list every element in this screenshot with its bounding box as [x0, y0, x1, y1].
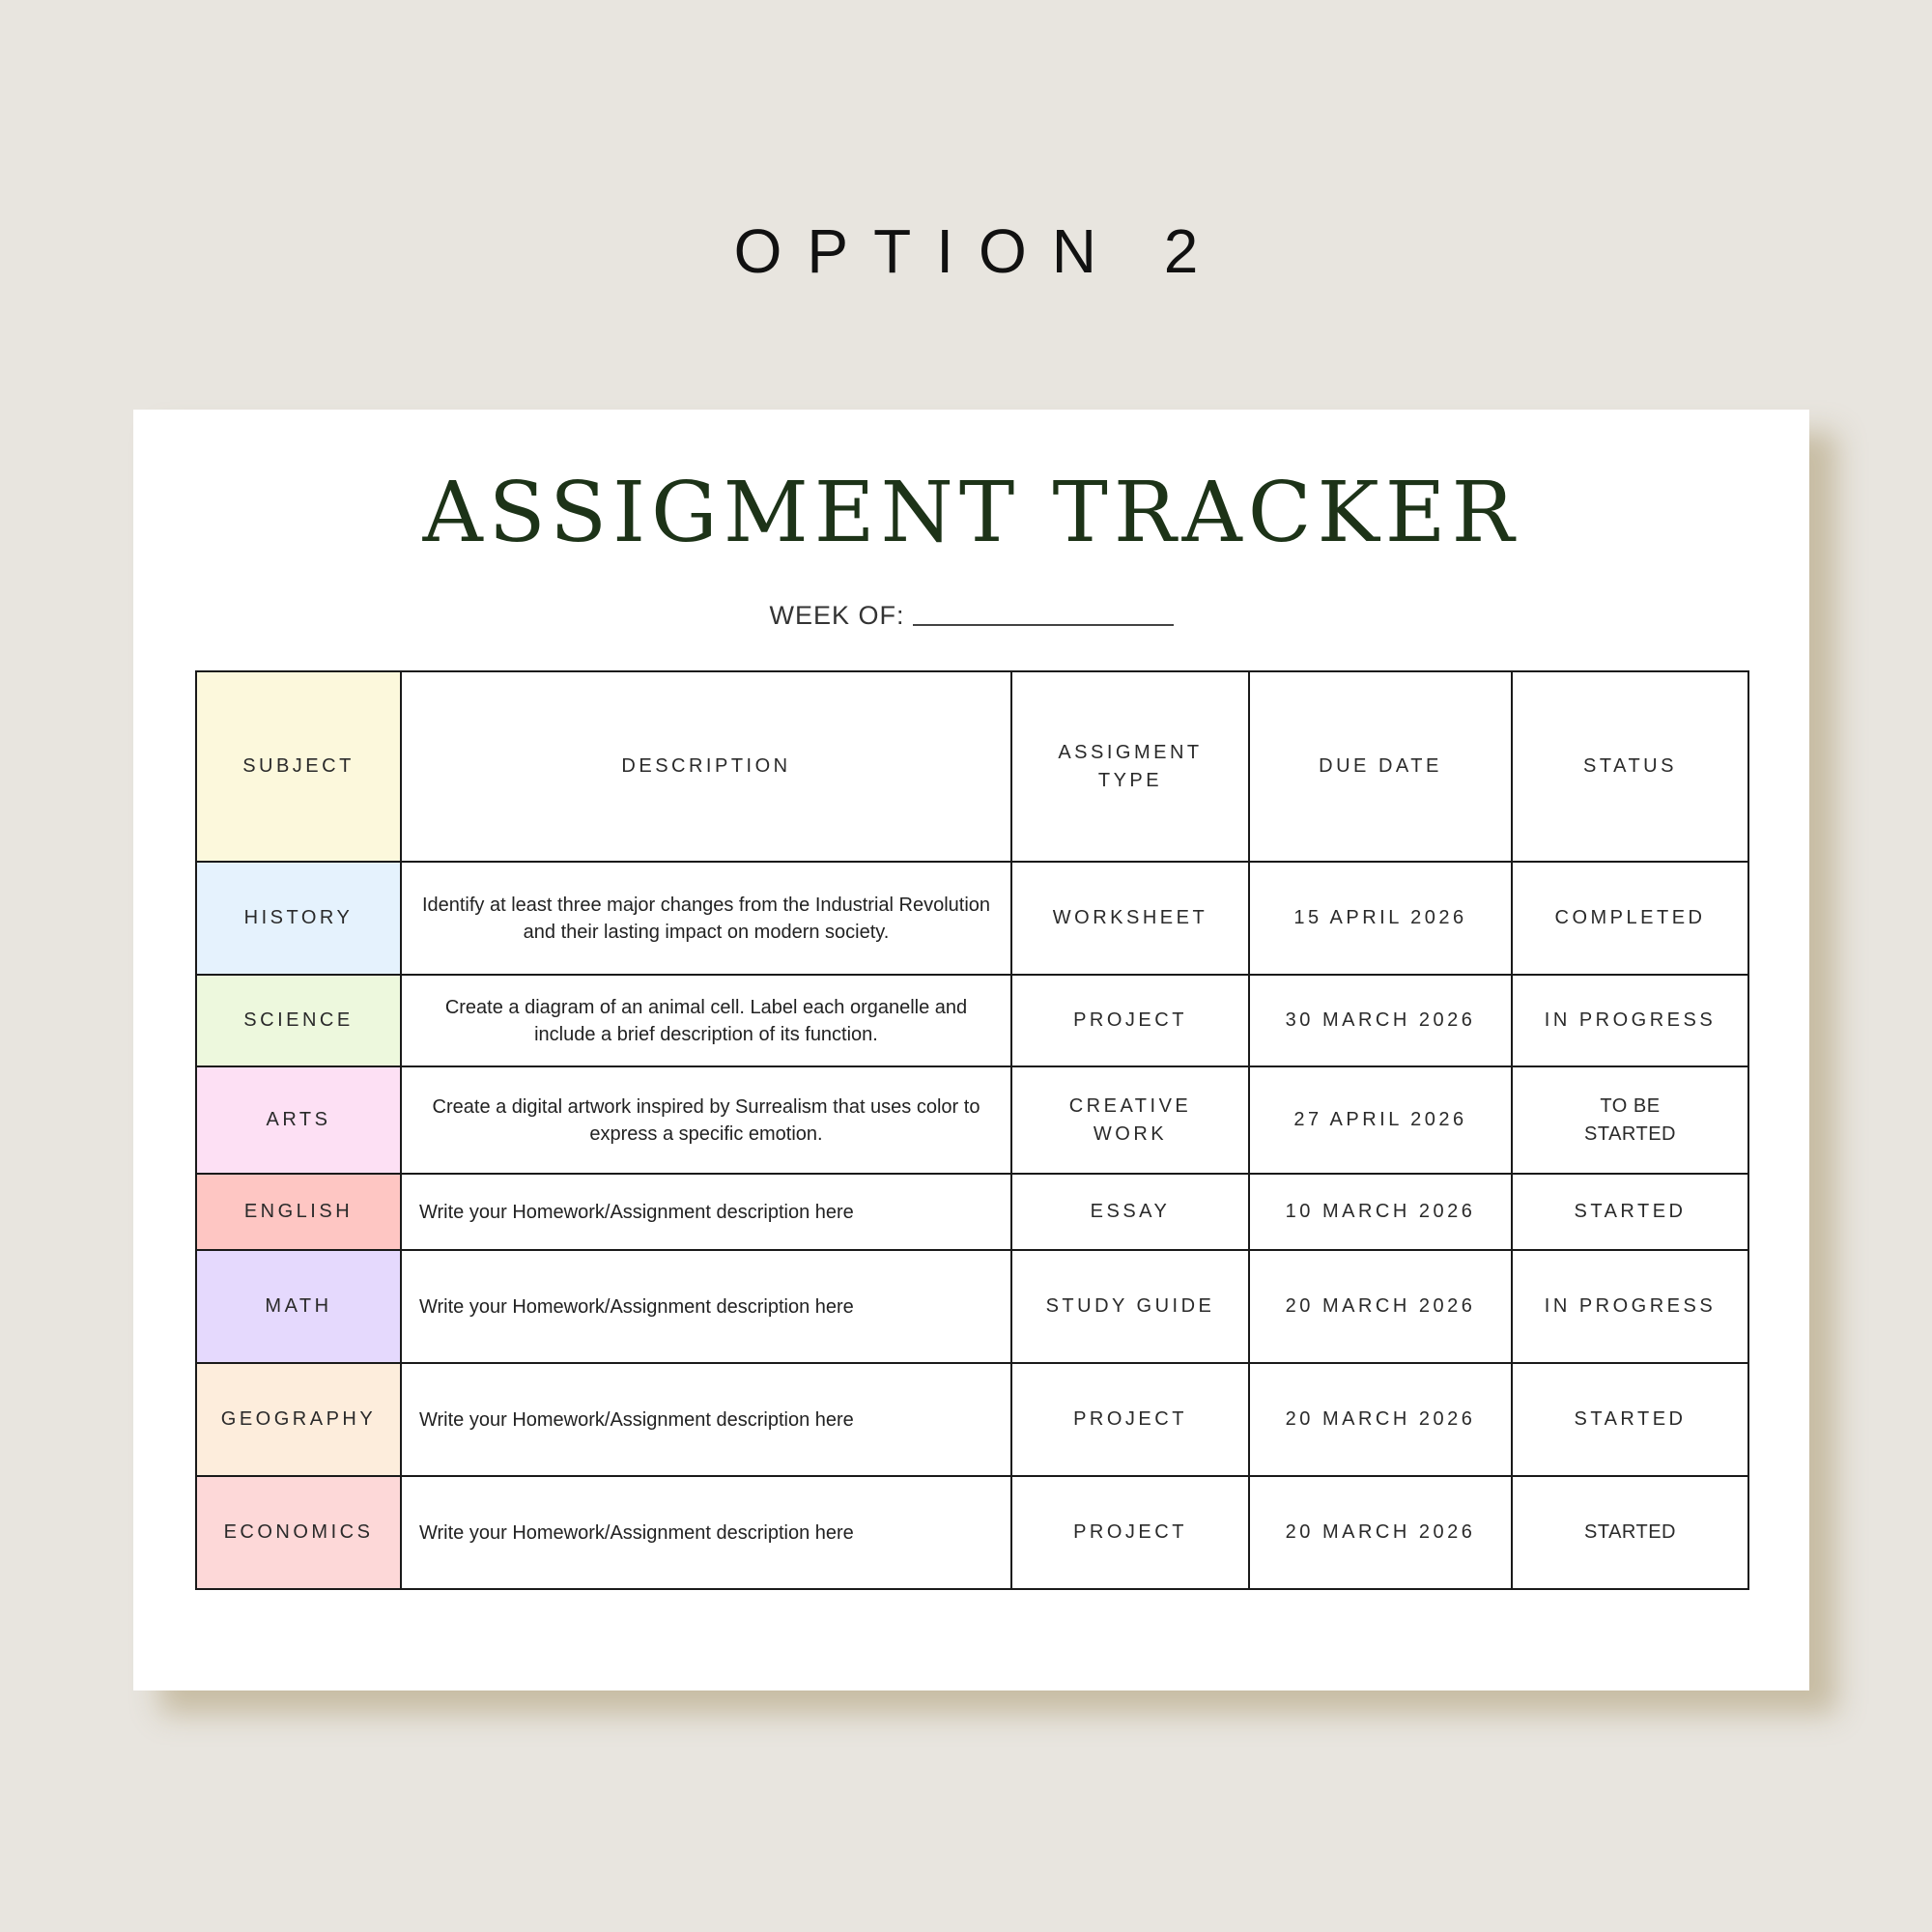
subject-cell: SCIENCE — [196, 975, 401, 1066]
status-cell[interactable]: IN PROGRESS — [1512, 1250, 1748, 1363]
status-cell[interactable]: STARTED — [1512, 1363, 1748, 1476]
status-cell[interactable]: TO BE STARTED — [1512, 1066, 1748, 1174]
table-row — [196, 975, 1748, 1066]
description-cell[interactable]: Create a diagram of an animal cell. Label each organelle and include a brief description of its function. — [401, 975, 1011, 1066]
week-of-blank-line — [913, 624, 1174, 626]
assignment-type-cell[interactable]: PROJECT — [1011, 1476, 1249, 1589]
due-date-cell[interactable]: 27 APRIL 2026 — [1249, 1066, 1512, 1174]
description-cell[interactable]: Write your Homework/Assignment description here — [401, 1476, 1011, 1589]
table-row — [196, 1066, 1748, 1174]
table-row — [196, 1250, 1748, 1363]
tracker-sheet — [133, 410, 1809, 1690]
header-due-date: DUE DATE — [1249, 671, 1512, 862]
header-description: DESCRIPTION — [401, 671, 1011, 862]
option-label: OPTION 2 — [733, 216, 1224, 286]
assignment-type-cell[interactable]: CREATIVE WORK — [1011, 1066, 1249, 1174]
subject-cell: ENGLISH — [196, 1174, 401, 1250]
due-date-cell[interactable]: 10 MARCH 2026 — [1249, 1174, 1512, 1250]
description-cell[interactable]: Write your Homework/Assignment description here — [401, 1363, 1011, 1476]
subject-cell: MATH — [196, 1250, 401, 1363]
header-subject: SUBJECT — [196, 671, 401, 862]
due-date-cell[interactable]: 20 MARCH 2026 — [1249, 1363, 1512, 1476]
assignment-table — [195, 670, 1749, 1590]
status-cell[interactable]: STARTED — [1512, 1174, 1748, 1250]
subject-cell: HISTORY — [196, 862, 401, 975]
table-row — [196, 1476, 1748, 1589]
assignment-type-cell[interactable]: WORKSHEET — [1011, 862, 1249, 975]
table-row — [196, 862, 1748, 975]
status-cell[interactable]: COMPLETED — [1512, 862, 1748, 975]
table-row — [196, 1174, 1748, 1250]
assignment-type-cell[interactable]: STUDY GUIDE — [1011, 1250, 1249, 1363]
status-cell[interactable]: IN PROGRESS — [1512, 975, 1748, 1066]
due-date-cell[interactable]: 30 MARCH 2026 — [1249, 975, 1512, 1066]
table-row — [196, 1363, 1748, 1476]
assignment-type-cell[interactable]: PROJECT — [1011, 1363, 1249, 1476]
subject-cell: ARTS — [196, 1066, 401, 1174]
due-date-cell[interactable]: 15 APRIL 2026 — [1249, 862, 1512, 975]
week-of-row — [133, 603, 1809, 629]
description-cell[interactable]: Create a digital artwork inspired by Surrealism that uses color to express a specific emotion. — [401, 1066, 1011, 1174]
header-status: STATUS — [1512, 671, 1748, 862]
table-header-row — [196, 671, 1748, 862]
week-of-label: WEEK OF: — [769, 601, 905, 630]
assignment-type-cell[interactable]: PROJECT — [1011, 975, 1249, 1066]
due-date-cell[interactable]: 20 MARCH 2026 — [1249, 1476, 1512, 1589]
description-cell[interactable]: Write your Homework/Assignment description here — [401, 1174, 1011, 1250]
description-cell[interactable]: Write your Homework/Assignment description here — [401, 1250, 1011, 1363]
header-assignment-type: ASSIGMENT TYPE — [1011, 671, 1249, 862]
due-date-cell[interactable]: 20 MARCH 2026 — [1249, 1250, 1512, 1363]
tracker-title: ASSIGMENT TRACKER — [422, 465, 1520, 561]
subject-cell: GEOGRAPHY — [196, 1363, 401, 1476]
assignment-type-cell[interactable]: ESSAY — [1011, 1174, 1249, 1250]
subject-cell: ECONOMICS — [196, 1476, 401, 1589]
status-cell[interactable]: STARTED — [1512, 1476, 1748, 1589]
description-cell[interactable]: Identify at least three major changes from the Industrial Revolution and their lasting impact on modern society. — [401, 862, 1011, 975]
